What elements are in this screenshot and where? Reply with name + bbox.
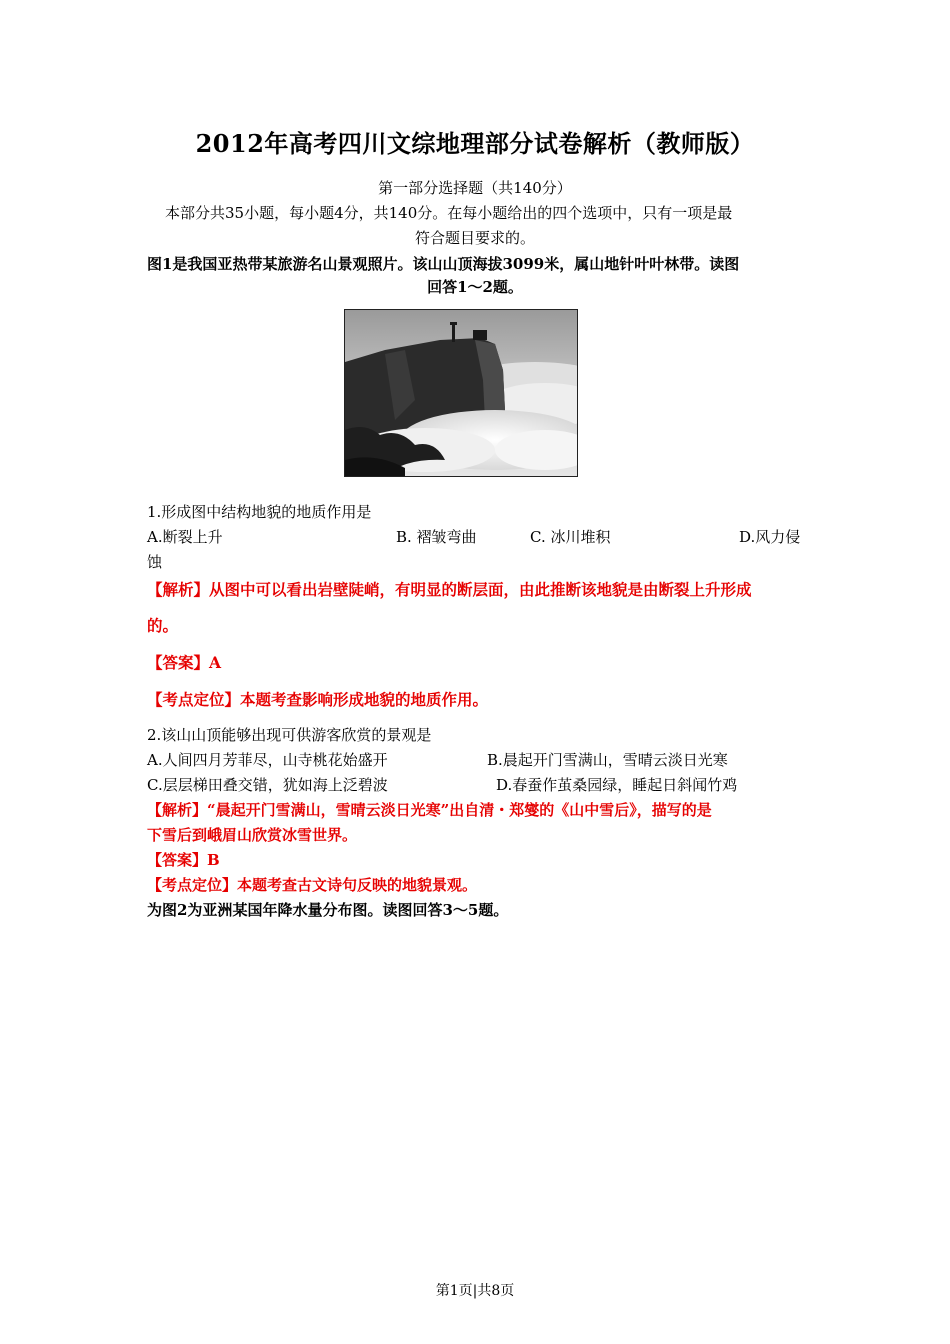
question-2-analysis-line-1: 【解析】“晨起开门雪满山，雪晴云淡日光寒”出自清・郑燮的《山中雪后》，描写的是	[147, 801, 712, 819]
intro-line-1: 本部分共35小题，每小题4分，共140分。在每小题给出的四个选项中，只有一项是最	[165, 204, 733, 222]
question-2-kaodian: 【考点定位】本题考查古文诗句反映的地貌景观。	[147, 876, 478, 894]
question-2-option-a: A.人间四月芳菲尽，山寺桃花始盛开	[147, 751, 388, 769]
intro-line-2: 符合题目要求的。	[414, 229, 535, 247]
question-2-analysis-line-2: 下雪后到峨眉山欣赏冰雪世界。	[147, 826, 358, 844]
mountain-photo	[344, 309, 578, 477]
page-footer: 第1页|共8页	[435, 1283, 515, 1299]
question-1-analysis-line-2: 的。	[147, 616, 179, 635]
figure1-intro-line-2: 回答1～2题。	[427, 278, 523, 296]
figure2-intro: 为图2为亚洲某国年降水量分布图。读图回答3～5题。	[147, 901, 509, 919]
question-1-analysis-line-1: 【解析】从图中可以看出岩壁陡峭，有明显的断层面，由此推断该地貌是由断裂上升形成	[147, 580, 752, 599]
question-1-option-a: A.断裂上升	[147, 528, 223, 546]
question-2-answer: 【答案】B	[147, 851, 220, 869]
page-title: 2012年高考四川文综地理部分试卷解析（教师版）	[195, 129, 755, 158]
question-2-option-c: C.层层梯田叠交错，犹如海上泛碧波	[147, 776, 388, 794]
section-title: 第一部分选择题（共140分）	[378, 179, 572, 197]
question-1-answer: 【答案】A	[147, 653, 222, 672]
figure1-intro-line-1: 图1是我国亚热带某旅游名山景观照片。该山山顶海拔3099米，属山地针叶叶林带。读图	[147, 255, 740, 273]
question-1-option-d-continued: 蚀	[147, 553, 163, 571]
question-2-stem: 2.该山山顶能够出现可供游客欣赏的景观是	[147, 726, 432, 744]
question-1-option-d: D.风力侵	[739, 528, 801, 546]
question-1-kaodian: 【考点定位】本题考查影响形成地貌的地质作用。	[147, 690, 489, 709]
question-2-option-d: D.春蚕作茧桑园绿，睡起日斜闻竹鸡	[496, 776, 738, 794]
question-2-option-b: B.晨起开门雪满山，雪晴云淡日光寒	[487, 751, 728, 769]
question-1-option-b: B. 褶皱弯曲	[396, 528, 477, 546]
question-1-stem: 1.形成图中结构地貌的地质作用是	[147, 503, 372, 521]
question-1-option-c: C. 冰川堆积	[530, 528, 611, 546]
